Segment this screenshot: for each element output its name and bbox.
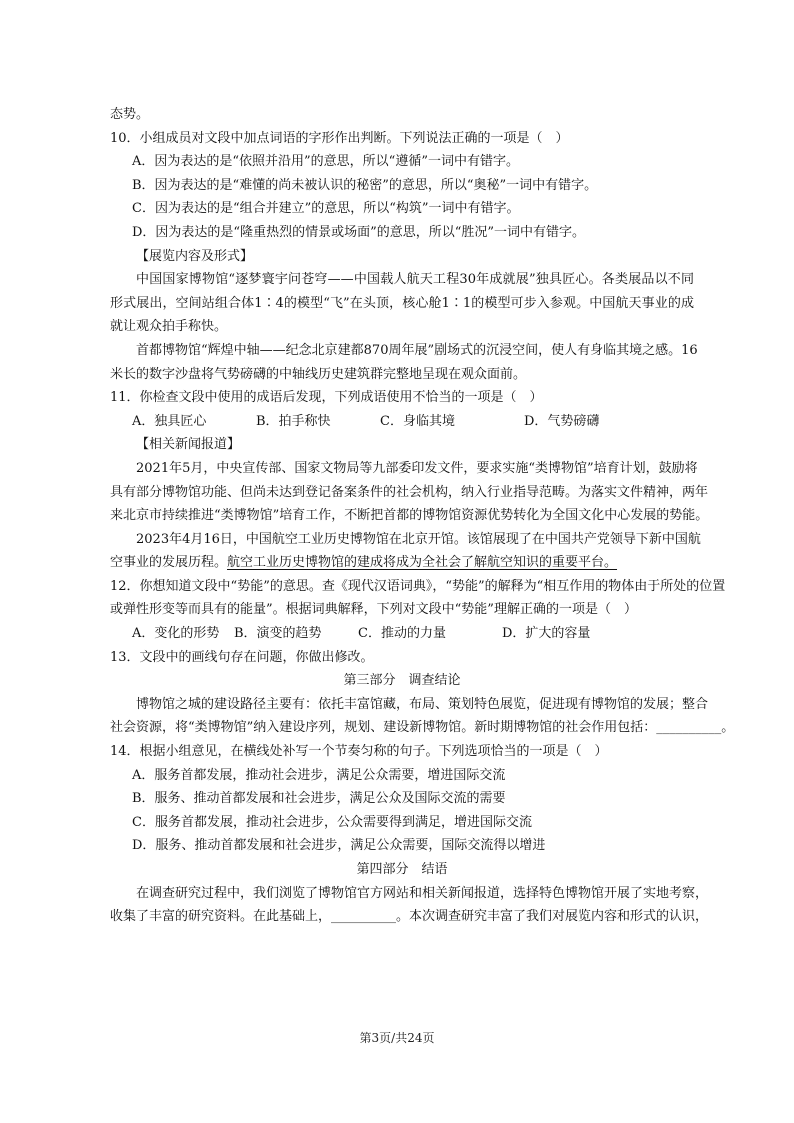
paragraph-line: 中国国家博物馆“逐梦寰宇问苍穹——中国载人航天工程30年成就展”独具匠心。各类展品以不同 xyxy=(136,272,694,288)
line-prefix: 空事业的发展历程。 xyxy=(110,555,228,571)
q14-option-c: C．服务首都发展，推动社会进步，公众需要得到满足，增进国际交流 xyxy=(132,814,532,830)
question-12: 12．你想知道文段中“势能”的意思。查《现代汉语词典》，“势能”的解释为“相互作用的物体由于所处的位置 xyxy=(110,578,726,594)
paragraph-line: 米长的数字沙盘将气势磅礴的中轴线历史建筑群完整地呈现在观众面前。 xyxy=(110,366,527,382)
q10-option-a: A．因为表达的是“依照并沿用”的意思，所以“遵循”一词中有错字。 xyxy=(132,154,519,170)
paragraph-line: 2023年4月16日，中国航空工业历史博物馆在北京开馆。该馆展现了在中国共产党领导下新中国航 xyxy=(136,531,701,547)
paragraph-line: 来北京市持续推进“类博物馆”培育工作，不断把首都的博物馆资源优势转化为全国文化中心发展的势能。 xyxy=(110,508,709,524)
q10-option-c: C．因为表达的是“组合并建立”的意思，所以“构筑”一词中有错字。 xyxy=(132,201,520,217)
paragraph-line: 2021年5月，中央宣传部、国家文物局等九部委印发文件，要求实施“类博物馆”培育计划，鼓励将 xyxy=(136,460,698,476)
q12-option-c: C．推动的力量 xyxy=(358,626,446,642)
q12-options xyxy=(110,622,694,646)
question-12-cont: 或弹性形变等而具有的能量”。根据词典解释，下列对文段中“势能”理解正确的一项是（ ） xyxy=(110,602,637,618)
q11-options xyxy=(110,410,694,434)
part-three-heading: 第三部分 调查结论 xyxy=(343,673,461,689)
q11-option-a: A．独具匠心 xyxy=(132,413,207,429)
paragraph-line: 社会资源，将“类博物馆”纳入建设序列，规划、建设新博物馆。新时期博物馆的社会作用包括：__________。 xyxy=(110,720,735,736)
paragraph-line: 形式展出，空间站组合体1∶4的模型“飞”在头顶，核心舱1∶1的模型可步入参观。中国航天事业的成 xyxy=(110,295,694,311)
q10-option-d: D．因为表达的是“隆重热烈的情景或场面”的意思，所以“胜况”一词中有错字。 xyxy=(132,224,586,240)
paragraph-line xyxy=(110,551,694,575)
paragraph-line: 具有部分博物馆功能、但尚未达到登记备案条件的社会机构，纳入行业指导范畴。为落实文件精神，两年 xyxy=(110,484,709,500)
q14-option-a: A．服务首都发展，推动社会进步，满足公众需要，增进国际交流 xyxy=(132,767,506,783)
paragraph-line: 收集了丰富的研究资料。在此基础上，__________。本次调查研究丰富了我们对展览内容和形式的认识， xyxy=(110,909,709,925)
q10-option-b: B．因为表达的是“难懂的尚未被认识的秘密”的意思，所以“奥秘”一词中有错字。 xyxy=(132,177,598,193)
q12-option-d: D．扩大的容量 xyxy=(502,626,591,642)
section-news xyxy=(110,433,709,575)
paragraph-line: 就让观众拍手称快。 xyxy=(110,319,228,335)
q14-option-b: B．服务、推动首都发展和社会进步，满足公众及国际交流的需要 xyxy=(132,791,506,807)
section-exhibition xyxy=(110,245,698,434)
paragraph-line: 博物馆之城的建设路径主要有：依托丰富馆藏，布局、策划特色展览，促进现有博物馆的发展；整合 xyxy=(136,696,709,712)
section-heading: 【相关新闻报道】 xyxy=(136,437,241,453)
question-13: 13．文段中的画线句存在问题，你做出修改。 xyxy=(110,649,374,665)
q11-option-c: C．身临其境 xyxy=(380,413,455,429)
question-11: 11．你检查文段中使用的成语后发现，下列成语使用不恰当的一项是（ ） xyxy=(110,390,543,406)
section-heading: 【展览内容及形式】 xyxy=(136,248,254,264)
q14-option-d: D．服务、推动首都发展和社会进步，满足公众需要，国际交流得以增进 xyxy=(132,838,546,854)
q11-option-b: B．拍手称快 xyxy=(256,413,331,429)
section-q12 xyxy=(110,575,726,646)
section-q10 xyxy=(110,103,694,245)
question-14: 14．根据小组意见，在横线处补写一个节奏匀称的句子。下列选项恰当的一项是（ ） xyxy=(110,744,608,760)
section-conclusion xyxy=(110,646,735,929)
paragraph-line: 首都博物馆“辉煌中轴——纪念北京建都870周年展”剧场式的沉浸空间，使人有身临其境之感。16 xyxy=(136,342,698,358)
q12-option-b: B．演变的趋势 xyxy=(234,626,322,642)
page-content xyxy=(110,103,735,929)
underlined-sentence: 航空工业历史博物馆的建成将成为全社会了解航空知识的重要平台。 xyxy=(227,555,618,571)
text-line: 态势。 xyxy=(110,107,150,122)
paragraph-line: 在调查研究过程中，我们浏览了博物馆官方网站和相关新闻报道，选择特色博物馆开展了实地考察， xyxy=(136,885,709,901)
q12-option-a: A．变化的形势 xyxy=(132,626,220,642)
q11-option-d: D．气势磅礴 xyxy=(524,413,600,429)
question-10: 10．小组成员对文段中加点词语的字形作出判断。下列说法正确的一项是（ ） xyxy=(110,130,569,146)
page-number: 第3页/共24页 xyxy=(359,1031,435,1045)
part-four-heading: 第四部分 结语 xyxy=(356,862,448,877)
